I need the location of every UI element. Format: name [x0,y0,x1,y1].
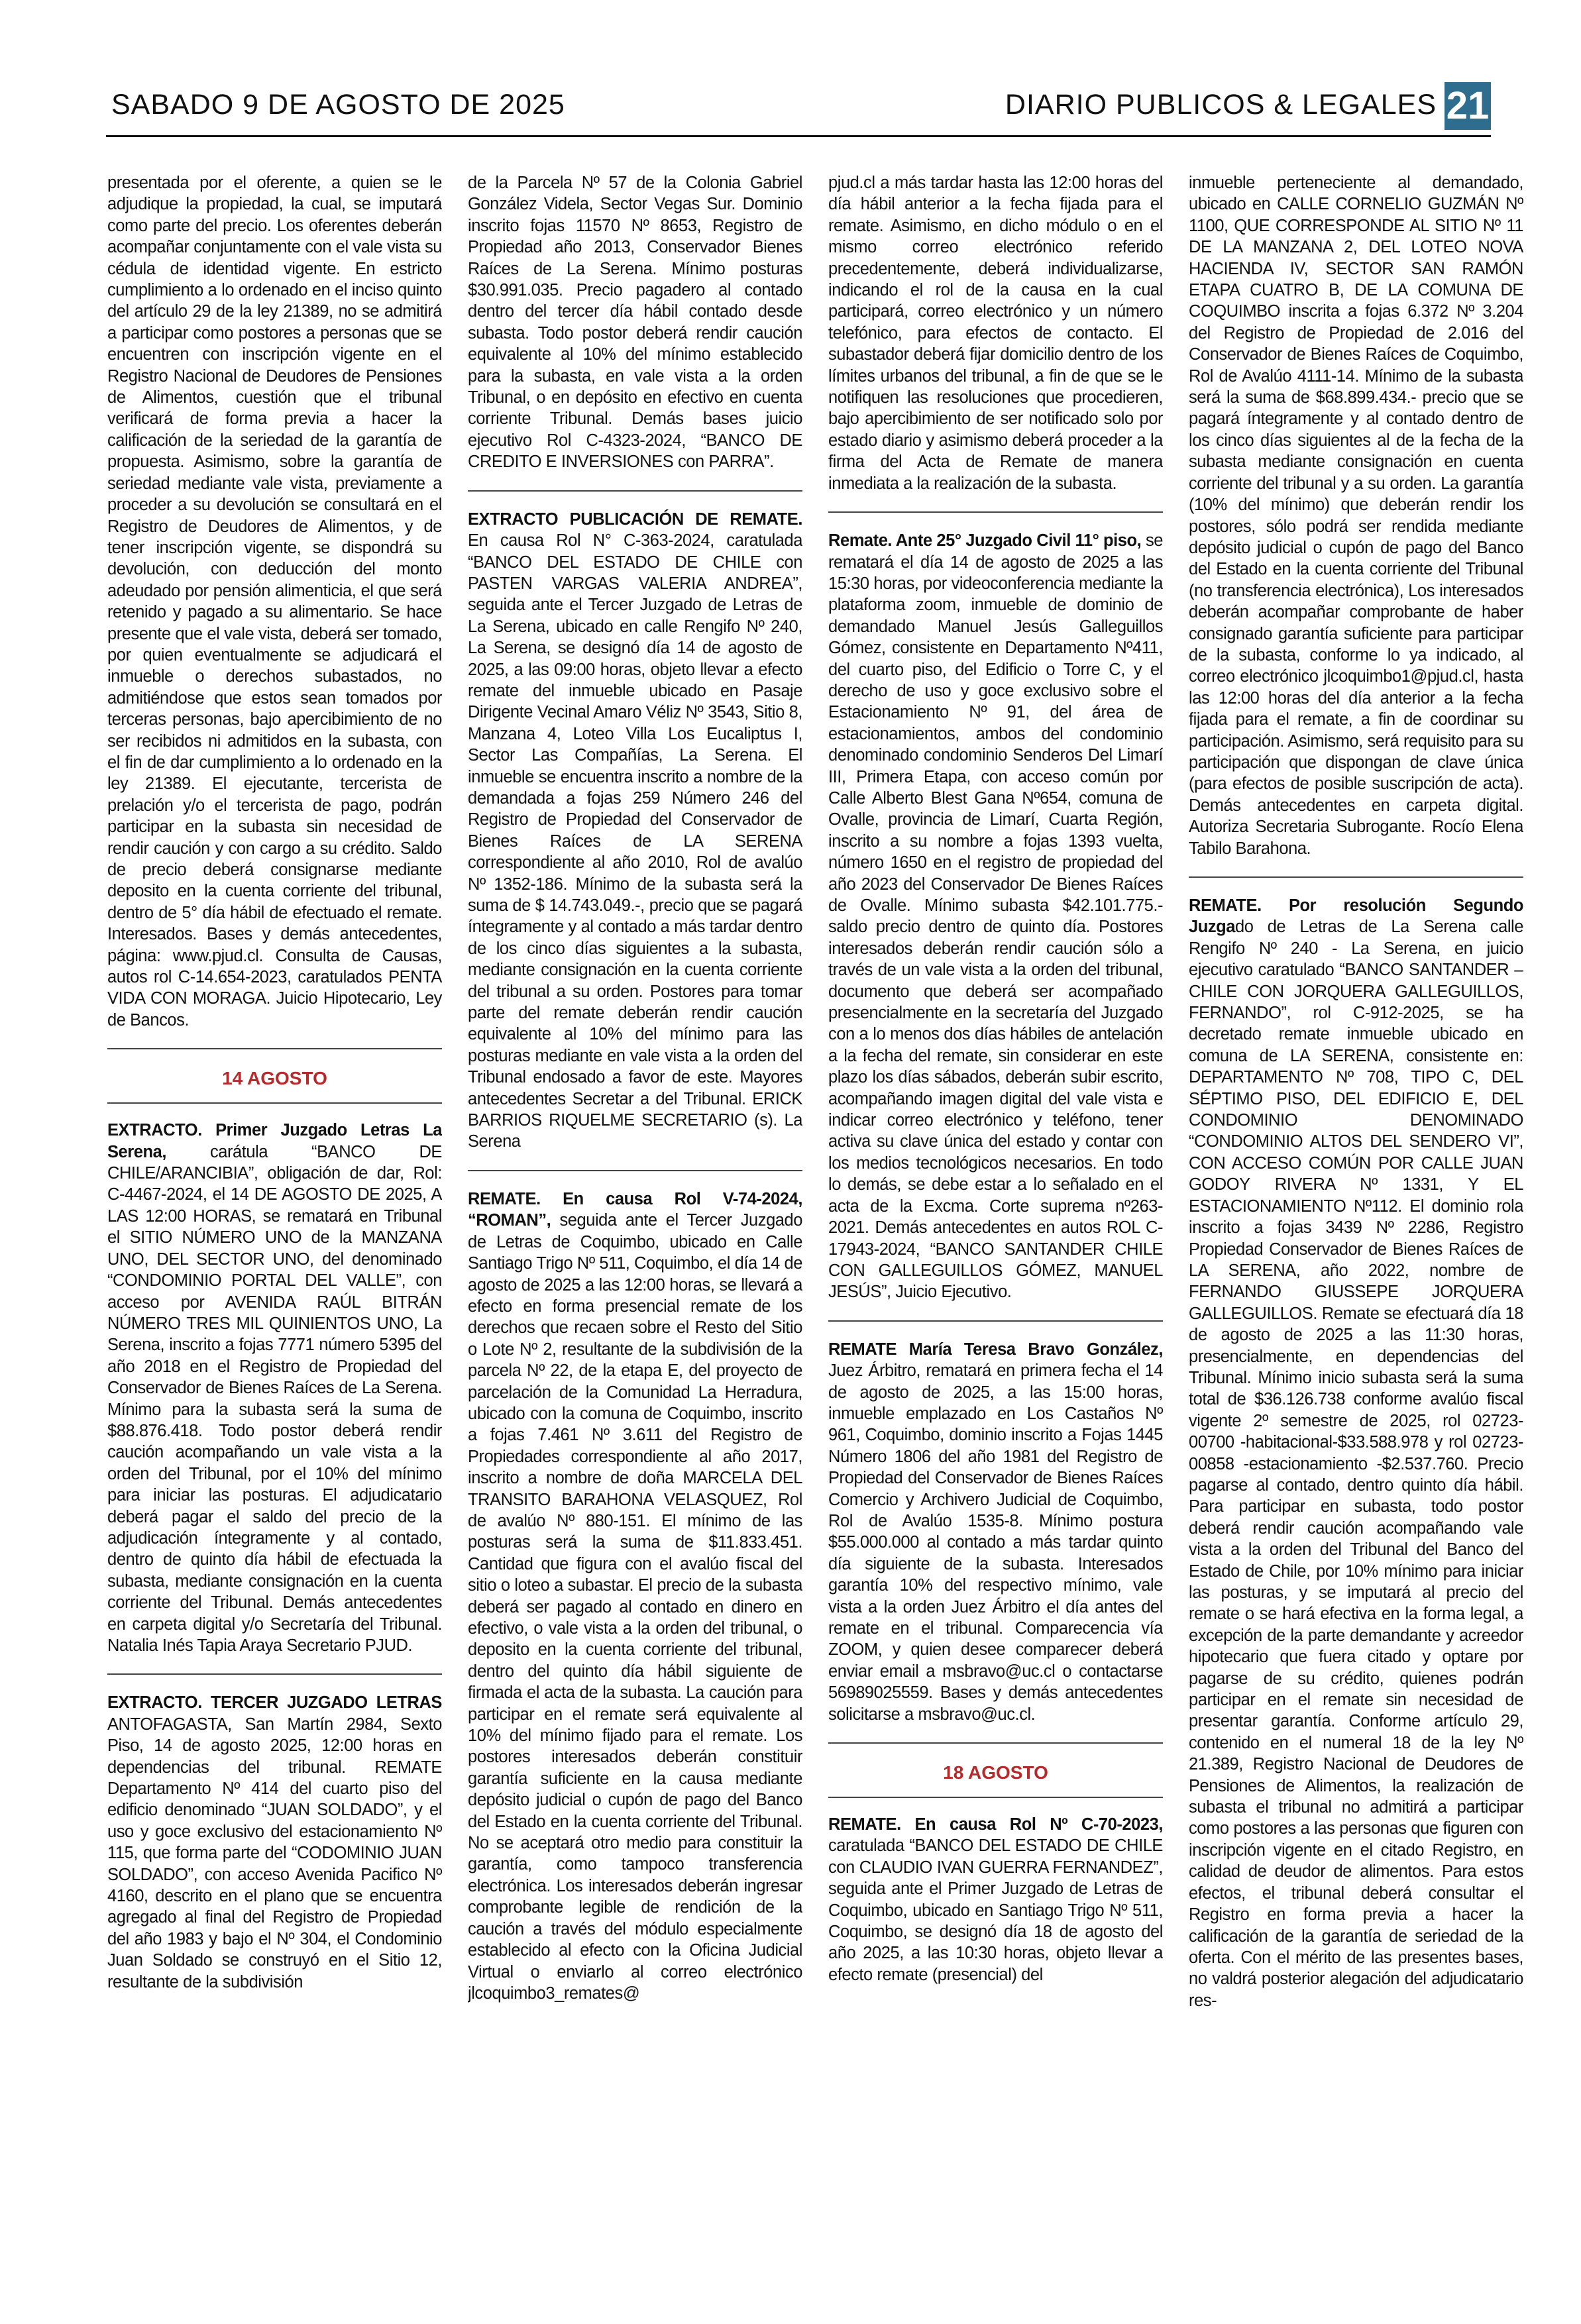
notice [1189,895,1523,2029]
notice-body: pjud.cl a más tardar hasta las 12:00 horas del día hábil anterior a la fecha fijada para el remate. Asimismo, en dicho módulo o en el mismo correo electrónico referido precedentemente, deberá individualizarse, indicando el rol de la causa en la cual participará, correo electrónico y un número telefónico, para efectos de contacto. El subastador deberá fijar domicilio dentro de los límites urbanos del tribunal, a fin de que se le notifiquen las resoluciones que procedieren, bajo apercibimiento de ser notificado solo por estado diario y asimismo deberá proceder a la firma del Acta de Remate de manera inmediata a la realización de la subasta. [828,174,1163,493]
notice [828,530,1163,1322]
notice [468,1188,802,2021]
notice [107,172,442,1049]
notice-lead: REMATE. En causa Rol V-74-2024, “ROMAN”, [468,1189,802,1230]
notice [468,172,802,492]
notice-text [1189,895,1523,2011]
notice-text [107,1692,442,1993]
notice-lead: Remate. Ante 25° Juzgado Civil 11° piso, [828,531,1142,551]
notice-body: Juez Árbitro, rematará en primera fecha el 14 de agosto de 2025, a las 15:00 horas, inmueble emplazado en Los Castaños Nº 961, Coquimbo, dominio inscrito a Fojas 1445 Número 1806 del año 1981 del Registro de Propiedad del Conservador de Bienes Raíces Comercio y Archivero Judicial de Coquimbo, Rol de Avalúo 1535-8. Mínimo postura $55.000.000 al contado a más tardar quinto día siguiente de la subasta. Interesados garantía 10% del respectivo mínimo, vale vista a la orden Juez Árbitro el día antes del remate en el tribunal. Comparecencia vía ZOOM, y quien desee comparecer deberá enviar email a msbravo@uc.cl o contactarse 56989025559. Bases y demás antecedentes solicitarse a msbravo@uc.cl. [828,1361,1163,1724]
notice-text [828,530,1163,1303]
date-section-header: 14 AGOSTO [107,1067,442,1104]
notice-lead: EXTRACTO. Primer Juzgado Letras La Serena, [107,1121,442,1161]
column-1 [107,172,442,2309]
publication-title: DIARIO PUBLICOS & LEGALES [1005,89,1437,121]
notice-body: En causa Rol N° C-363-2024, caratulada “BANCO DEL ESTADO DE CHILE con PASTEN VARGAS VALERIA ANDREA”, seguida ante el Tercer Juzgado de Letras de La Serena, ubicado en calle Rengifo Nº 240, La Serena, se designó día 14 de agosto de 2025, a las 09:00 horas, objeto llevar a efecto remate del inmueble ubicado en Pasaje Dirigente Vecinal Amaro Véliz Nº 3543, Sitio 8, Manzana 4, Loteo Villa Los Eucaliptus I, Sector Las Compañías, La Serena. El inmueble se encuentra inscrito a nombre de la demandada a fojas 259 Número 246 del Registro de Propiedad del Conservador de Bienes Raíces de LA SERENA correspondiente al año 2010, Rol de avalúo Nº 1352-186. Mínimo de la subasta será la suma de $ 14.743.049.-, precio que se pagará íntegramente y al contado a más tardar dentro de los cinco días siguientes a la subasta, mediante consignación en la cuenta corriente del tribunal a su orden. Postores para tomar parte del remate deberán rendir caución equivalente al 10% del mínimo para las posturas mediante en vale vista a la orden del Tribunal endosado a favor de este. Mayores antecedentes Secretar a del Tribunal. ERICK BARRIOS RIQUELME SECRETARIO (s). La Serena [468,531,802,1151]
notice-body: se rematará el día 14 de agosto de 2025 a las 15:30 horas, por videoconferencia mediante la plataforma zoom, inmueble de dominio de demandado Manuel Jesús Galleguillos Gómez, consistente en Departamento Nº411, del cuarto piso, del Edificio o Torre C, y el derecho de uso y goce exclusivo sobre el Estacionamiento Nº 91, del área de estacionamientos, ambos del condominio denominado condominio Senderos Del Limarí III, Primera Etapa, con acceso común por Calle Alberto Blest Gana Nº654, comuna de Ovalle, provincia de Limarí, Cuarta Región, inscrito a su nombre a fojas 1393 vuelta, número 1650 en el registro de propiedad del año 2023 del Conservador De Bienes Raíces de Ovalle. Mínimo subasta $42.101.775.- saldo precio dentro de quinto día. Postores interesados deberán rendir caución sólo a través de un vale vista a la orden del tribunal, documento que deberá ser acompañado presencialmente en la secretaría del Juzgado con a lo menos dos días hábiles de antelación a la fecha del remate, sin considerar en este plazo los días sábados, deberán subir escrito, acompañando imagen digital del vale vista e indicar correo electrónico y teléfono, tener activa su clave única del estado y contar con los medios tecnológicos necesarios. En todo lo demás, se debe estar a lo señalado en el acta de la Excma. Corte suprema nº263- 2021. Demás antecedentes en autos ROL C- 17943-2024, “BANCO SANTANDER CHILE CON GALLEGUILLOS GÓMEZ, MANUEL JESÚS”, Juicio Ejecutivo. [828,531,1163,1302]
notices-columns [107,172,1523,2309]
notice-lead: REMATE María Teresa Bravo González, [828,1340,1163,1359]
notice-text [828,1339,1163,1725]
notice-lead: REMATE. Por resolución Segundo Juzga [1189,896,1523,937]
page-header [106,83,1491,137]
notice-body: do de Letras de La Serena calle Rengifo Nº 240 - La Serena, en juicio ejecutivo caratulado “BANCO SANTANDER – CHILE CON JORQUERA GALLEGUILLOS, FERNANDO”, rol C-912-2025, se ha decretado remate inmueble ubicado en comuna de LA SERENA, consistente en: DEPARTAMENTO Nº 708, TIPO C, DEL SÉPTIMO PISO, DEL EDIFICIO E, DEL CONDOMINIO DENOMINADO “CONDOMINIO ALTOS DEL SENDERO VI”, CON ACCESO COMÚN POR CALLE JUAN GODOY RIVERA Nº 1331, Y EL ESTACIONAMIENTO Nº112. El dominio rola inscrito a fojas 3439 Nº 2286, Registro Propiedad Conservador de Bienes Raíces de LA SERENA, año 2022, nombre de FERNANDO GIUSSEPE JORQUERA GALLEGUILLOS. Remate se efectuará día 18 de agosto de 2025 a las 11:30 horas, presencialmente, en dependencias del Tribunal. Mínimo inicio subasta será la suma total de $36.126.738 conforme avalúo fiscal vigente 2º semestre de 2025, rol 02723- 00700 -habitacional-$33.588.978 y rol 02723-00858 -estacionamiento -$2.537.760. Precio pagarse al contado, dentro quinto día hábil. Para participar en subasta, todo postor deberá rendir caución acompañando vale vista a la orden del Tribunal del Banco del Estado de Chile, por 10% mínimo para iniciar las posturas, y se imputará al precio del remate o se hará efectiva en la forma legal, a excepción de la parte demandante y acreedor hipotecario que fuera citado y optare por pagarse de su crédito, quienes podrán participar en el remate sin necesidad de presentar garantía. Conforme artículo 29, contenido en el numeral 18 de la ley Nº 21.389, Registro Nacional de Deudores de Pensiones de Alimentos, la realización de subasta el tribunal no admitirá a participar como postores a las personas que figuren con inscripción vigente en el citado Registro, en calidad de deudor de alimentos. Para estos efectos, el tribunal deberá consultar el Registro en forma previa a hacer la calificación de la garantía de seriedad de la oferta. Con el mérito de las presentes bases, no valdrá posterior alegación del adjudicatario res- [1189,918,1523,2010]
notice-body: caratulada “BANCO DEL ESTADO DE CHILE con CLAUDIO IVAN GUERRA FERNANDEZ”, seguida ante el Primer Juzgado de Letras de Coquimbo, ubicado en Santiago Trigo Nº 511, Coquimbo, se designó día 18 de agosto del año 2025, a las 10:30 horas, objeto llevar a efecto remate (presencial) del [828,1836,1163,1984]
notice-body: presentada por el oferente, a quien se le adjudique la propiedad, la cual, se imputará como parte del precio. Los oferentes deberán acompañar conjuntamente con el vale vista su cédula de identidad vigente. En estricto cumplimiento a lo ordenado en el inciso quinto del artículo 29 de la ley 21389, no se admitirá a participar como postores a personas que se encuentren con inscripción vigente en el Registro Nacional de Deudores de Pensiones de Alimentos, cuestión que el tribunal verificará de forma previa a hacer la calificación de la seriedad de la garantía de propuesta. Asimismo, sobre la garantía de seriedad mediante vale vista, previamente a proceder a su devolución se consultará en el Registro de Deudores de Alimentos, y de tener inscripción vigente, se dispondrá su devolución, con deducción del monto adeudado por pensión alimenticia, el que será retenido y pagado a su alimentario. Se hace presente que el vale vista, deberá ser tomado, por quien eventualmente se adjudicará el inmueble o derechos subastados, no admitiéndose que estos sean tomados por terceras personas, bajo apercibimiento de no ser recibidos ni admitidos en la subasta, con el fin de dar cumplimiento a lo ordenado en la ley 21389. El ejecutante, tercerista de prelación y/o el tercerista de pago, podrán participar en la subasta sin necesidad de rendir caución y con cargo a su crédito. Saldo de precio deberá consignarse mediante deposito en la cuenta corriente del tribunal, dentro de 5° día hábil de efectuado el remate. Interesados. Bases y demás antecedentes, página: www.pjud.cl. Consulta de Causas, autos rol C-14.654-2023, caratulados PENTA VIDA CON MORAGA. Juicio Hipotecario, Ley de Bancos. [107,174,442,1030]
notice-body: inmueble perteneciente al demandado, ubicado en CALLE CORNELIO GUZMÁN Nº 1100, QUE CORRESPONDE AL SITIO Nº 11 DE LA MANZANA 2, DEL LOTEO NOVA HACIENDA IV, SECTOR SAN RAMÓN ETAPA CUATRO B, DE LA COMUNA DE COQUIMBO inscrita a fojas 6.372 Nº 3.204 del Registro de Propiedad de 2.016 del Conservador de Bienes Raíces de Coquimbo, Rol de Avalúo 4111-14. Mínimo de la subasta será la suma de $68.899.434.- precio que se pagará íntegramente y al contado dentro de los cinco días siguientes al de la fecha de la subasta mediante consignación en cuenta corriente del tribunal y a su orden. La garantía (10% del mínimo) que deberán rendir los postores, sólo podrá ser rendida mediante depósito judicial o cupón de pago del Banco del Estado en la cuenta corriente del Tribunal (no transferencia electrónica), Los interesados deberán acompañar comprobante de haber consignado garantía suficiente para participar de la subasta, conforme lo ya indicado, al correo electrónico jlcoquimbo1@pjud.cl, hasta las 12:00 horas del día anterior a la fecha fijada para el remate, a fin de coordinar su participación. Asimismo, será requisito para su participación que dispongan de clave única (para efectos de posible suscripción de acta). Demás antecedentes en carpeta digital. Autoriza Secretaria Subrogante. Rocío Elena Tabilo Barahona. [1189,174,1523,858]
page-number-badge: 21 [1445,82,1491,130]
notice-body: de la Parcela Nº 57 de la Colonia Gabriel González Videla, Sector Vegas Sur. Dominio inscrito fojas 11570 Nº 8653, Registro de Propiedad año 2013, Conservador Bienes Raíces de La Serena. Mínimo posturas $30.991.035. Precio pagadero al contado dentro del tercer día hábil contado desde subasta. Todo postor deberá rendir caución equivalente al 10% del mínimo establecido para la subasta, en vale vista a la orden Tribunal, o en depósito en efectivo en cuenta corriente Tribunal. Demás bases juicio ejecutivo Rol C-4323-2024, “BANCO DE CREDITO E INVERSIONES con PARRA”. [468,174,802,472]
date-section-header: 18 AGOSTO [828,1761,1163,1798]
notice-body: ANTOFAGASTA, San Martín 2984, Sexto Piso, 14 de agosto 2025, 12:00 horas en dependencias del tribunal. REMATE Departamento Nº 414 del cuarto piso del edificio denominado “JUAN SOLDADO”, y el uso y goce exclusivo del estacionamiento Nº 115, que forma parte del “CODOMINIO JUAN SOLDADO”, con acceso Avenida Pacifico Nº 4160, descrito en el plano que se encuentra agregado al final del Registro de Propiedad del año 1983 y bajo el Nº 304, el Condominio Juan Soldado se construyó en el Sitio 12, resultante de la subdivisión [107,1715,442,1991]
notice [828,1339,1163,1744]
notice [828,172,1163,513]
notice-lead: EXTRACTO PUBLICACIÓN DE REMATE. [468,509,802,529]
notice-text [828,1814,1163,1985]
notice-lead: EXTRACTO. TERCER JUZGADO LETRAS [107,1693,442,1713]
notice-text [468,509,802,1153]
notice-body: carátula “BANCO DE CHILE/ARANCIBIA”, obligación de dar, Rol: C-4467-2024, el 14 DE AGOSTO DE 2025, A LAS 12:00 HORAS, se rematará en Tribunal el SITIO NÚMERO UNO de la MANZANA UNO, DEL SECTOR UNO, del denominado “CONDOMINIO PORTAL DEL VALLE”, con acceso por AVENIDA RAÚL BITRÁN NÚMERO TRES MIL QUINIENTOS UNO, La Serena, inscrito a fojas 7771 número 5395 del año 2018 en el Registro de Propiedad del Conservador de Bienes Raíces de La Serena. Mínimo para la subasta será la suma de $88.876.418. Todo postor deberá rendir caución acompañando un vale vista a la orden del Tribunal, por el 10% del mínimo para iniciar las posturas. El adjudicatario deberá pagar el saldo del precio de la adjudicación íntegramente y al contado, dentro de quinto día hábil de efectuada la subasta, mediante consignación en la cuenta corriente del Tribunal. Demás antecedentes en carpeta digital y/o Secretaría del Tribunal. Natalia Inés Tapia Araya Secretario PJUD. [107,1142,442,1655]
notice-lead: REMATE. En causa Rol Nº C-70-2023, [828,1815,1163,1834]
notice [828,1814,1163,2003]
notice [107,1120,442,1675]
issue-date: SABADO 9 DE AGOSTO DE 2025 [111,89,565,121]
notice-text [468,1188,802,2004]
notice [107,1692,442,2010]
column-2 [468,172,802,2309]
notice [468,509,802,1171]
notice [1189,172,1523,878]
column-3 [828,172,1163,2309]
notice-text [107,1120,442,1656]
column-4 [1189,172,1523,2309]
notice-body: seguida ante el Tercer Juzgado de Letras de Coquimbo, ubicado en Calle Santiago Trigo Nº 511, Coquimbo, el día 14 de agosto de 2025 a las 12:00 horas, se llevará a efecto en forma presencial remate de los derechos que recaen sobre el Resto del Sitio o Lote Nº 2, resultante de la subdivisión de la parcela Nº 22, de la etapa E, del proyecto de parcelación de la Comunidad La Herradura, ubicado con la comuna de Coquimbo, inscrito a fojas 7.461 Nº 3.611 del Registro de Propiedades correspondiente al año 2017, inscrito a nombre de doña MARCELA DEL TRANSITO BARAHONA VELASQUEZ, Rol de avalúo Nº 880-151. El mínimo de las posturas será la suma de $11.833.451. Cantidad que figura con el avalúo fiscal del sitio o loteo a subastar. El precio de la subasta deberá ser pagado al contado en dinero en efectivo, o vale vista a la orden del tribunal, o deposito en la cuenta corriente del tribunal, dentro del quinto día hábil siguiente de firmada el acta de la subasta. La caución para participar en el remate será equivalente al 10% del mínimo fijado para el remate. Los postores interesados deberán constituir garantía suficiente en la causa mediante depósito judicial o cupón de pago del Banco del Estado en la cuenta corriente del Tribunal. No se aceptará otro medio para constituir la garantía, como tampoco transferencia electrónica. Los interesados deberán ingresar comprobante legible de rendición de la caución a través del módulo especialmente establecido al efecto con la Oficina Judicial Virtual o enviarlo al correo electrónico jlcoquimbo3_remates@ [468,1211,802,2003]
